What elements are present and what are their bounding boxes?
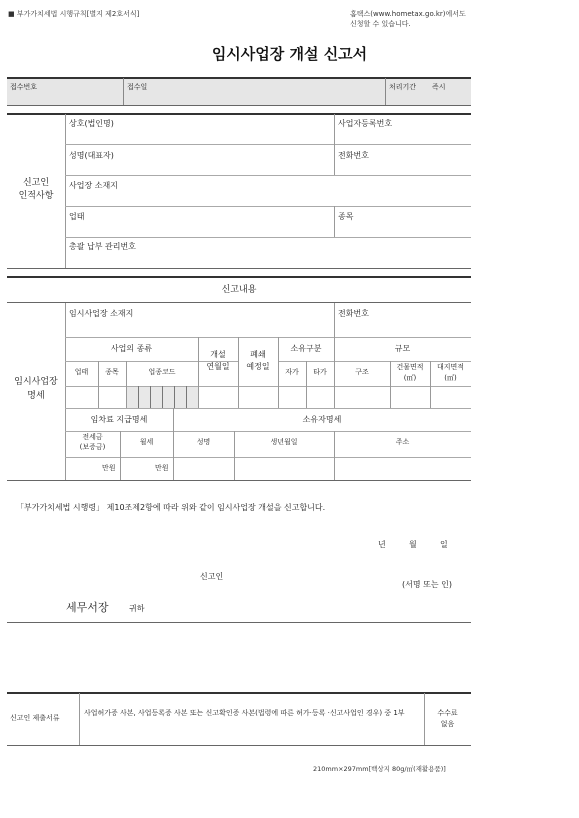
business-item-label: 종목 — [338, 212, 354, 221]
close-date-label-2: 예정일 — [246, 362, 270, 371]
reporter-phone-label: 전화번호 — [338, 151, 369, 160]
representative-label: 성명(대표자) — [69, 151, 114, 160]
monthly-rent-label: 월세 — [139, 438, 154, 446]
fee-value: 없음 — [440, 720, 455, 728]
building-area-label-2: (㎡) — [403, 374, 417, 382]
processing-period-value: 즉시 — [432, 83, 446, 91]
deposit-unit: 만원 — [102, 464, 116, 472]
temp-site-section-label-2: 명세 — [27, 391, 45, 401]
reporter-signature-label: 신고인 — [200, 572, 224, 581]
owner-name-label: 성명 — [196, 438, 211, 446]
attachments-content: 사업허가증 사본, 사업등록증 사본 또는 신고확인증 사본(법령에 따른 허가·등록 ·신고사업인 경우) 중 1부 — [84, 709, 405, 717]
form-reference: ■ 부가가치세법 시행규칙[별지 제2호서식] — [8, 10, 140, 18]
sub-item-label: 종목 — [105, 368, 119, 376]
fee-label: 수수료 — [437, 709, 458, 717]
owned-label: 자가 — [285, 368, 299, 376]
receipt-date-label: 접수일 — [127, 83, 148, 91]
declaration-statement: 「부가가치세법 시행령」 제10조제2항에 따라 위와 같이 임시사업장 개설을 신고합니다. — [16, 503, 326, 512]
rented-label: 타가 — [313, 368, 327, 376]
sub-type-label: 업태 — [74, 368, 89, 376]
hometax-notice-line2: 신청할 수 있습니다. — [350, 20, 411, 28]
open-date-label-1: 개설 — [210, 350, 226, 359]
day-label: 일 — [440, 540, 448, 549]
structure-label: 구조 — [355, 368, 369, 376]
temp-site-address-label: 임시사업장 소재지 — [69, 309, 134, 318]
business-address-label: 사업장 소재지 — [69, 181, 118, 190]
temp-site-phone-label: 전화번호 — [338, 309, 369, 318]
attachments-label: 신고인 제출서류 — [10, 714, 60, 722]
open-date-label-2: 연월일 — [206, 362, 230, 371]
temp-site-section-label-1: 임시사업장 — [14, 377, 58, 387]
report-content-heading: 신고내용 — [221, 285, 257, 295]
processing-period-label: 처리기간 — [389, 83, 417, 91]
page-title: 임시사업장 개설 신고서 — [211, 45, 368, 63]
deposit-label-1: 전세금 — [82, 433, 103, 441]
trade-name-label: 상호(법인명) — [69, 119, 114, 128]
close-date-label-1: 폐쇄 — [250, 350, 266, 359]
month-label: 월 — [409, 540, 417, 549]
consolidated-payment-no-label: 총괄 납부 관리번호 — [69, 242, 136, 251]
reporter-section-label-1: 신고인 — [22, 178, 50, 188]
land-area-label-1: 대지면적 — [436, 363, 465, 371]
land-area-label-2: (㎡) — [444, 374, 457, 382]
ownership-type-label: 소유구분 — [290, 344, 322, 353]
signature-or-seal-label: (서명 또는 인) — [402, 580, 452, 589]
reporter-section-label-2: 인적사항 — [18, 191, 54, 201]
year-label: 년 — [378, 540, 386, 549]
deposit-label-2: (보증금) — [79, 443, 106, 451]
business-type-label: 업태 — [69, 212, 85, 221]
owner-birth-label: 생년월일 — [270, 438, 298, 446]
business-reg-no-label: 사업자등록번호 — [338, 119, 393, 128]
receipt-number-label: 접수번호 — [10, 83, 38, 91]
scale-label: 규모 — [394, 344, 411, 353]
building-area-label-1: 건물면적 — [396, 363, 424, 371]
monthly-rent-unit: 만원 — [155, 464, 169, 472]
owner-statement-label: 소유자명세 — [302, 415, 342, 424]
business-kind-label: 사업의 종류 — [110, 344, 153, 353]
rent-statement-label: 임차료 지급명세 — [90, 415, 148, 424]
owner-address-label: 주소 — [395, 438, 410, 446]
hometax-notice-line1: 홈택스(www.hometax.go.kr)에서도 — [350, 10, 466, 18]
honorific: 귀하 — [129, 604, 145, 613]
tax-office-head: 세무서장 — [66, 601, 109, 614]
paper-spec: 210mm×297mm[백상지 80g/㎡(재활용품)] — [313, 765, 446, 773]
industry-code-label: 업종코드 — [148, 368, 176, 376]
